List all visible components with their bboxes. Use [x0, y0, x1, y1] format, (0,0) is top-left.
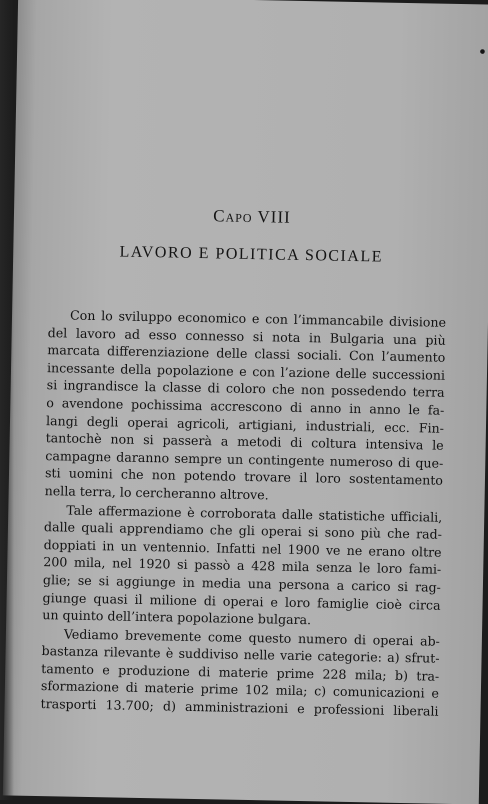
text-line: Vediamo brevemente come questo numero di operai ab- [63, 626, 441, 649]
text-line: tamento e produzione di materie prime 228 mila; b) tra- [41, 660, 440, 684]
book-spine-shadow [0, 0, 14, 800]
chapter-body-text [40, 306, 446, 720]
book-page [3, 0, 488, 804]
text-line: doppiati in un ventennio. Infatti nel 1900 ve ne erano oltre [43, 536, 442, 560]
text-line: tantochè non si passerà a metodi di coltura intensiva le [45, 430, 444, 453]
text-line: o avendone pochissima accrescono di anno in anno le fa- [46, 395, 445, 418]
text-line: langi degli operai agricoli, artigiani, industriali, ecc. Fin- [45, 412, 445, 436]
text-line: sformazione di materie prime 102 mila; c) comunicazioni e [40, 678, 440, 702]
chapter-title: LAVORO E POLITICA SOCIALE [119, 243, 384, 266]
text-line: dalle quali apprendiamo che gli operai si sono più che rad- [43, 519, 443, 542]
text-line: 200 mila, nel 1920 si passò a 428 mila senza le loro fami- [43, 554, 442, 578]
text-line: del lavoro ad esso connesso si nota in Bulgaria una più [47, 324, 446, 348]
paragraph [40, 625, 440, 721]
text-line: bastanza rilevante è suddiviso nelle varie categorie: a) sfrut- [41, 643, 440, 666]
paragraph [45, 306, 447, 507]
text-line: trasporti 13.700; d) amministrazioni e professioni liberali [40, 696, 439, 719]
chapter-number: Capo VIII [213, 206, 291, 227]
text-line: un quinto dell’intera popolazione bulgara. [42, 607, 312, 628]
text-line: sti uomini che non potendo trovare il loro sostentamento [44, 465, 444, 489]
text-line: nella terra, lo cercheranno altrove. [44, 483, 269, 503]
text-line: si ingrandisce la classe di coloro che non possedendo terra [46, 377, 445, 401]
text-line: Con lo sviluppo economico e con l’immancabile divisione [69, 307, 447, 330]
paragraph [42, 501, 442, 632]
text-line: campagne daranno sempre un contingente numeroso di que- [45, 447, 444, 471]
text-line: giunge quasi il milione di operai e loro famiglie cioè circa [42, 589, 441, 613]
corner-mark: • [477, 42, 488, 62]
text-line: incessante della popolazione e con l’azione delle successioni [46, 359, 446, 383]
text-line: glie; se si aggiunge in media una persona a carico si rag- [42, 571, 442, 595]
text-line: marcata differenziazione delle classi sociali. Con l’aumento [47, 342, 446, 365]
text-line: Tale affermazione è corroborata dalle statistiche ufficiali, [66, 502, 443, 525]
